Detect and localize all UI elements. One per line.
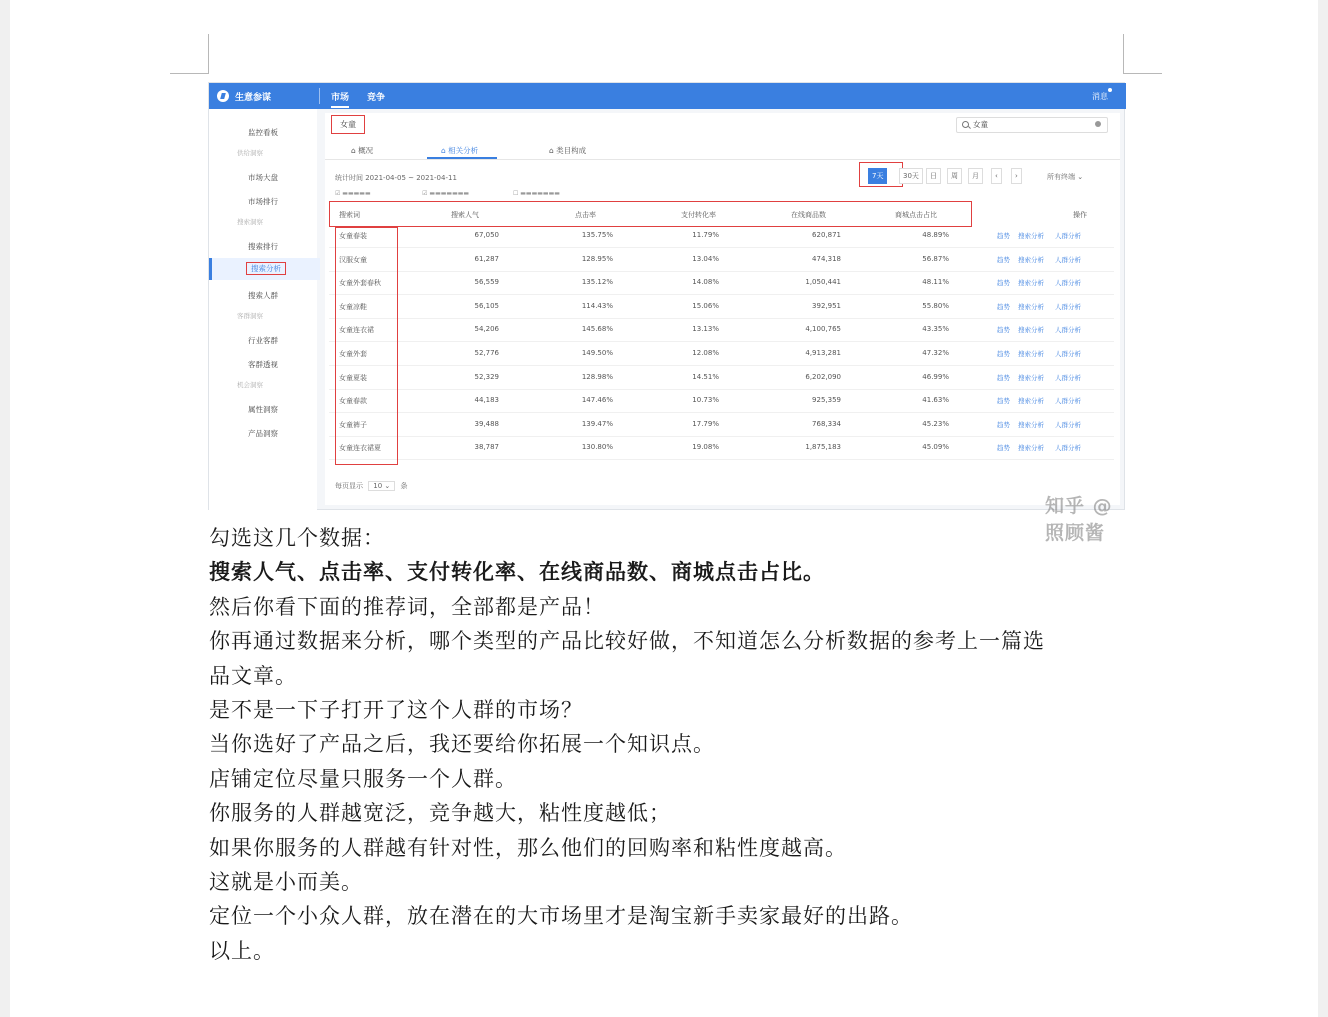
pager-prefix: 每页显示 <box>335 482 363 490</box>
table-cell: 55.80% <box>922 301 949 310</box>
table-cell: 61,287 <box>474 254 499 263</box>
table-cell: 44,183 <box>474 396 499 405</box>
table-cell: 46.99% <box>922 372 949 381</box>
top-nav-market[interactable]: 市场 <box>331 90 349 108</box>
keyword-cell: 女童春装 <box>339 232 367 240</box>
keyword-cell: 女童连衣裙 <box>339 326 374 335</box>
table-cell: 56,559 <box>474 278 499 287</box>
paragraph: 这就是小而美。 <box>209 870 363 895</box>
sidebar-item[interactable]: 市场排行 <box>248 197 278 206</box>
keyword-cell: 女童夏装 <box>339 373 367 382</box>
table-cell: 4,100,765 <box>805 325 841 334</box>
table-row-divider <box>329 318 1114 319</box>
tab-overview[interactable]: ⌂ 概况 <box>351 146 374 155</box>
sidebar-item-label: 搜索分析 <box>246 262 286 275</box>
keyword-column-highlight-box <box>335 227 398 465</box>
sidebar-item[interactable]: 搜索排行 <box>248 242 278 251</box>
paragraph: 如果你服务的人群越有针对性，那么他们的回购率和粘性度越高。 <box>209 835 847 860</box>
sidebar-section-label: 客群洞察 <box>237 312 263 320</box>
table-cell: 130.80% <box>581 443 613 452</box>
paragraph: 店铺定位尽量只服务一个人群。 <box>209 766 517 791</box>
table-cell: 4,913,281 <box>805 349 841 357</box>
table-cell: 47.32% <box>922 349 949 357</box>
sidebar-item[interactable]: 客群透视 <box>248 360 278 369</box>
table-cell: 19.08% <box>692 443 719 452</box>
row-action-link[interactable]: 人群分析 <box>1055 350 1081 358</box>
paragraph: 然后你看下面的推荐词，全部都是产品！ <box>209 594 605 619</box>
row-action-link[interactable]: 人群分析 <box>1055 302 1081 311</box>
column-header[interactable]: 操作 <box>1073 211 1087 219</box>
table-cell: 14.08% <box>692 278 719 287</box>
sidebar-section-label: 供给洞察 <box>237 149 263 157</box>
period-day-button[interactable]: 日 <box>926 168 941 184</box>
row-action-link[interactable]: 趋势 <box>997 232 1010 240</box>
paragraph: 定位一个小众人群，放在潜在的大市场里才是淘宝新手卖家最好的出路。 <box>209 904 913 929</box>
sidebar-item[interactable]: 行业客群 <box>248 336 278 345</box>
period-30d-button[interactable]: 30天 <box>899 168 923 184</box>
prev-icon[interactable]: ‹ <box>991 168 1002 184</box>
table-cell: 149.50% <box>581 349 613 357</box>
table-cell: 14.51% <box>692 372 719 381</box>
table-cell: 1,050,441 <box>805 278 841 287</box>
table-row-divider <box>329 436 1114 437</box>
row-action-link[interactable]: 人群分析 <box>1055 373 1081 382</box>
brand-logo-icon <box>217 90 229 102</box>
table-cell: 48.89% <box>922 231 949 239</box>
table-cell: 768,334 <box>812 419 841 428</box>
device-select[interactable]: 所有终端 ⌄ <box>1047 173 1084 181</box>
table-cell: 1,875,183 <box>805 443 841 452</box>
sidebar-section-label: 机会洞察 <box>237 381 263 389</box>
column-header[interactable]: 点击率 <box>575 211 596 219</box>
topbar-divider <box>319 88 320 104</box>
tab-bar <box>325 139 1120 160</box>
sidebar-item[interactable]: 搜索人群 <box>248 291 278 300</box>
top-nav-competition[interactable]: 竞争 <box>367 93 386 103</box>
row-action-link[interactable]: 趋势 <box>997 255 1010 264</box>
row-action-link[interactable]: 人群分析 <box>1055 420 1081 429</box>
table-cell: 925,359 <box>812 396 841 405</box>
row-action-link[interactable]: 趋势 <box>997 279 1010 288</box>
period-week-button[interactable]: 周 <box>947 168 962 184</box>
keyword-cell: 女童外套 <box>339 350 367 358</box>
column-header[interactable]: 支付转化率 <box>681 211 716 219</box>
table-row-divider <box>329 459 1114 460</box>
row-action-link[interactable]: 搜索分析 <box>1018 373 1044 382</box>
row-action-link[interactable]: 趋势 <box>997 420 1010 429</box>
period-label: 统计时间 2021-04-05 ~ 2021-04-11 <box>335 174 457 182</box>
table-cell: 54,206 <box>474 325 499 334</box>
row-action-link[interactable]: 趋势 <box>997 302 1010 311</box>
table-cell: 15.06% <box>692 301 719 310</box>
row-action-link[interactable]: 趋势 <box>997 397 1010 406</box>
margin-corner-mark <box>1123 73 1162 74</box>
paragraph: 你服务的人群越宽泛，竞争越大，粘性度越低； <box>209 801 671 826</box>
row-action-link[interactable]: 人群分析 <box>1055 279 1081 288</box>
row-action-link[interactable]: 趋势 <box>997 326 1010 335</box>
next-icon[interactable]: › <box>1011 168 1022 184</box>
table-row-divider <box>329 389 1114 390</box>
document-body <box>209 521 1129 968</box>
table-row-divider <box>329 341 1114 342</box>
table-cell: 45.23% <box>922 419 949 428</box>
table-cell: 145.68% <box>581 325 613 334</box>
search-value: 女童 <box>973 120 988 129</box>
keyword-cell: 女童外套春秋 <box>339 279 381 288</box>
table-cell: 52,776 <box>474 349 499 357</box>
sidebar-item[interactable]: 市场大盘 <box>248 173 278 182</box>
checkbox-row: ☑ ▬▬▬▬▬ ☑ ▬▬▬▬▬▬▬ ☐ ▬▬▬▬▬▬▬ <box>335 190 560 197</box>
row-action-link[interactable]: 人群分析 <box>1055 397 1081 406</box>
table-cell: 17.79% <box>692 419 719 428</box>
tab-category-composition[interactable]: ⌂ 类目构成 <box>549 146 587 155</box>
row-action-link[interactable]: 搜索分析 <box>1018 232 1044 240</box>
table-row-divider <box>329 294 1114 295</box>
brand-name: 生意参谋 <box>235 93 272 103</box>
paragraph: 品文章。 <box>209 663 297 688</box>
pager <box>335 481 407 491</box>
bold-paragraph: 搜索人气、点击率、支付转化率、在线商品数、商城点击占比。 <box>209 559 825 585</box>
row-action-link[interactable]: 搜索分析 <box>1018 397 1044 406</box>
table-cell: 13.13% <box>692 325 719 334</box>
table-cell: 139.47% <box>581 419 613 428</box>
app-topbar <box>209 83 1126 109</box>
table-cell: 13.04% <box>692 254 719 263</box>
table-cell: 56,105 <box>474 301 499 310</box>
page-size-select[interactable]: 10 ⌄ <box>368 481 395 491</box>
sidebar-item[interactable]: 产品洞察 <box>248 429 278 438</box>
clear-icon[interactable] <box>1095 121 1101 127</box>
table-cell: 135.12% <box>581 278 613 287</box>
margin-corner-mark <box>1123 34 1124 74</box>
table-cell: 392,951 <box>812 301 841 310</box>
active-tab-underline <box>427 157 497 159</box>
search-icon <box>962 121 969 128</box>
margin-corner-mark <box>170 73 209 74</box>
row-action-link[interactable]: 搜索分析 <box>1018 302 1044 311</box>
column-header[interactable]: 搜索词 <box>339 211 360 219</box>
row-action-link[interactable]: 人群分析 <box>1055 326 1081 335</box>
table-cell: 128.98% <box>581 372 613 381</box>
search-input[interactable] <box>956 117 1108 133</box>
row-action-link[interactable]: 搜索分析 <box>1018 255 1044 264</box>
paragraph: 是不是一下子打开了这个人群的市场？ <box>209 698 583 723</box>
tab-related-analysis[interactable]: ⌂ 相关分析 <box>441 146 479 155</box>
table-cell: 48.11% <box>922 278 949 287</box>
sidebar <box>209 109 317 511</box>
row-action-link[interactable]: 搜索分析 <box>1018 279 1044 288</box>
table-cell: 41.63% <box>922 396 949 405</box>
sidebar-item[interactable]: 属性洞察 <box>248 405 278 414</box>
keyword-cell: 女童连衣裙夏 <box>339 444 381 453</box>
column-header[interactable]: 搜索人气 <box>451 211 479 219</box>
keyword-cell: 女童春款 <box>339 397 367 406</box>
table-cell: 38,787 <box>474 443 499 452</box>
period-month-button[interactable]: 月 <box>968 168 983 184</box>
keyword-cell: 汉服女童 <box>339 255 367 264</box>
row-action-link[interactable]: 搜索分析 <box>1018 420 1044 429</box>
keyword-cell: 女童裤子 <box>339 420 367 429</box>
table-cell: 474,318 <box>812 254 841 263</box>
table-cell: 52,329 <box>474 372 499 381</box>
table-cell: 39,488 <box>474 419 499 428</box>
table-row-divider <box>329 271 1114 272</box>
row-action-link[interactable]: 趋势 <box>997 350 1010 358</box>
table-cell: 45.09% <box>922 443 949 452</box>
sidebar-item-active[interactable] <box>209 258 320 280</box>
table-cell: 11.79% <box>692 231 719 239</box>
table-cell: 12.08% <box>692 349 719 357</box>
paragraph: 你再通过数据来分析，哪个类型的产品比较好做，不知道怎么分析数据的参考上一篇选 <box>209 629 1045 654</box>
message-link[interactable]: 消息 <box>1092 92 1108 101</box>
notification-dot-icon <box>1108 88 1112 92</box>
paragraph: 以上。 <box>209 938 275 963</box>
column-header[interactable]: 在线商品数 <box>791 211 826 219</box>
paragraph: 勾选这几个数据： <box>209 526 385 550</box>
table-cell: 10.73% <box>692 396 719 405</box>
column-header[interactable]: 商城点击占比 <box>895 211 937 219</box>
sidebar-item[interactable]: 监控看板 <box>248 128 278 137</box>
table-row-divider <box>329 412 1114 413</box>
table-cell: 67,050 <box>474 231 499 239</box>
paragraph: 当你选好了产品之后，我还要给你拓展一个知识点。 <box>209 732 715 757</box>
table-row-divider <box>329 247 1114 248</box>
row-action-link[interactable]: 趋势 <box>997 444 1010 453</box>
watermark: 知乎 @照顾酱 <box>1045 495 1113 544</box>
row-action-link[interactable]: 人群分析 <box>1055 255 1081 264</box>
table-cell: 114.43% <box>581 301 613 310</box>
table-cell: 135.75% <box>581 231 613 239</box>
keyword-cell: 女童凉鞋 <box>339 302 367 311</box>
header-highlight-box <box>329 201 972 227</box>
table-cell: 56.87% <box>922 254 949 263</box>
row-action-link[interactable]: 人群分析 <box>1055 232 1081 240</box>
table-cell: 128.95% <box>581 254 613 263</box>
pager-suffix: 条 <box>400 482 408 490</box>
margin-corner-mark <box>208 34 209 74</box>
period-7d-button[interactable]: 7天 <box>868 168 887 184</box>
table-cell: 6,202,090 <box>805 372 841 381</box>
row-action-link[interactable]: 趋势 <box>997 373 1010 382</box>
main-panel <box>325 113 1120 544</box>
table-cell: 620,871 <box>812 231 841 239</box>
keyword-tag[interactable]: 女童 <box>331 115 365 134</box>
table-cell: 43.35% <box>922 325 949 334</box>
row-action-link[interactable]: 搜索分析 <box>1018 326 1044 335</box>
table-cell: 147.46% <box>581 396 613 405</box>
sidebar-section-label: 搜索洞察 <box>237 218 263 226</box>
row-action-link[interactable]: 搜索分析 <box>1018 350 1044 358</box>
table-row-divider <box>329 365 1114 366</box>
row-action-link[interactable]: 人群分析 <box>1055 444 1081 453</box>
row-action-link[interactable]: 搜索分析 <box>1018 444 1044 453</box>
